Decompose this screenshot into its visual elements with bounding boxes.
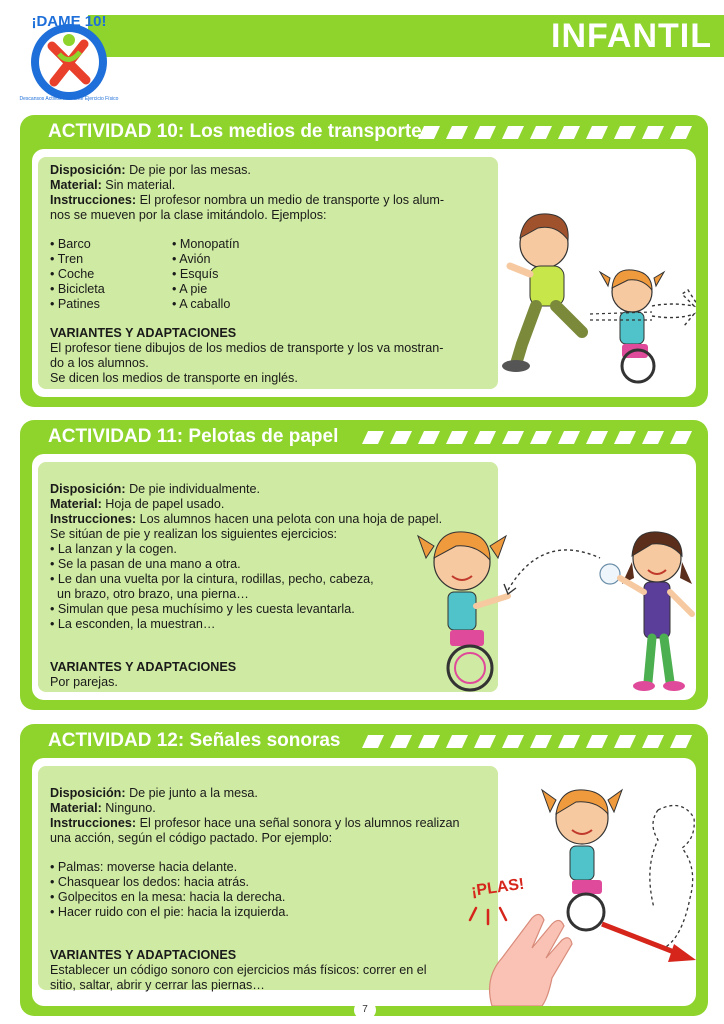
disposicion-value: De pie por las mesas. [129,163,251,177]
list-item: • Golpecitos en la mesa: hacia la derecha. [50,890,286,904]
stripe-decoration [356,735,692,748]
instrucciones-line: una acción, según el código pactado. Por ejemplo: [50,831,333,845]
list-item: • Esquís [172,267,219,281]
activity-text [38,766,498,990]
examples-list [50,237,486,312]
sound-text: ¡PLAS! [470,875,526,900]
disposicion-label: Disposición: [50,786,126,800]
list-item: • A caballo [172,297,231,311]
page-number: 7 [354,1001,376,1019]
list-item: • La esconden, la muestran… [50,617,216,631]
list-item: un brazo, otro brazo, una pierna… [50,587,249,601]
material-value: Hoja de papel usado. [105,497,225,511]
list-item: • Palmas: moverse hacia delante. [50,860,238,874]
activity-content [32,149,696,397]
activity-11-card [20,420,708,710]
instrucciones-line: nos se mueven por la clase imitándolo. Ejemplos: [50,208,327,222]
activity-12-card [20,724,708,1016]
variantes-line: Por parejas. [50,675,118,689]
list-item: • Chasquear los dedos: hacia atrás. [50,875,250,889]
material-value: Ninguno. [105,801,156,815]
list-item: • Monopatín [172,237,240,251]
list-item: • Patines [50,297,100,311]
list-item: • Avión [172,252,211,266]
activity-text [38,157,498,389]
stripe-decoration [412,126,692,139]
variantes-line: El profesor tiene dibujos de los medios de transporte y los va mostran- [50,341,444,355]
list-item: • Bicicleta [50,282,105,296]
material-label: Material: [50,178,102,192]
instrucciones-line: El profesor hace una señal sonora y los alumnos realizan [139,816,460,830]
variantes-line: sitio, saltar, abrir y cerrar las piernas… [50,978,265,992]
material-label: Material: [50,801,102,815]
page-title: INFANTIL [551,17,712,55]
activity-content [32,758,696,1006]
activity-10-card [20,115,708,407]
variantes-heading: VARIANTES Y ADAPTACIONES [50,660,237,674]
list-item: • A pie [172,282,208,296]
activity-title: ACTIVIDAD 11: Pelotas de papel [48,426,339,447]
instrucciones-label: Instrucciones: [50,816,137,830]
paper-ball-illustration [412,522,696,698]
list-item: • Barco [50,237,91,251]
material-label: Material: [50,497,102,511]
activity-content [32,454,696,700]
list-item: • Coche [50,267,95,281]
variantes-line: Establecer un código sonoro con ejercicios más físicos: correr en el [50,963,427,977]
instrucciones-label: Instrucciones: [50,512,137,526]
list-item: • Tren [50,252,84,266]
list-item: • Le dan una vuelta por la cintura, rodillas, pecho, cabeza, [50,572,374,586]
instrucciones-label: Instrucciones: [50,193,137,207]
disposicion-label: Disposición: [50,163,126,177]
list-item: • Simulan que pesa muchísimo y les cuesta levantarla. [50,602,355,616]
instrucciones-line: El profesor nombra un medio de transporte y los alum- [139,193,445,207]
list-item: • Se la pasan de una mano a otra. [50,557,241,571]
list-item: • La lanzan y la cogen. [50,542,177,556]
instrucciones-line: Se sitúan de pie y realizan los siguientes ejercicios: [50,527,338,541]
children-plane-illustration [502,194,696,394]
header-bar [88,15,724,57]
stripe-decoration [356,431,692,444]
instrucciones-line: Los alumnos hacen una pelota con una hoja de papel. [139,512,443,526]
dame10-logo [14,14,124,102]
variantes-heading: VARIANTES Y ADAPTACIONES [50,326,237,340]
disposicion-value: De pie junto a la mesa. [129,786,258,800]
disposicion-value: De pie individualmente. [129,482,260,496]
activity-title: ACTIVIDAD 10: Los medios de transporte [48,121,422,142]
variantes-line: do a los alumnos. [50,356,149,370]
variantes-heading: VARIANTES Y ADAPTACIONES [50,948,237,962]
list-item: • Hacer ruido con el pie: hacia la izquierda. [50,905,289,919]
material-value: Sin material. [105,178,176,192]
logo-text: ¡DAME 10! [31,14,107,30]
variantes-line: Se dicen los medios de transporte en inglés. [50,371,298,385]
logo-subtitle: Descansos Activos Mediante Ejercicio Físico [19,96,119,102]
disposicion-label: Disposición: [50,482,126,496]
sound-signal-illustration [462,768,696,1006]
activity-title: ACTIVIDAD 12: Señales sonoras [48,730,341,751]
